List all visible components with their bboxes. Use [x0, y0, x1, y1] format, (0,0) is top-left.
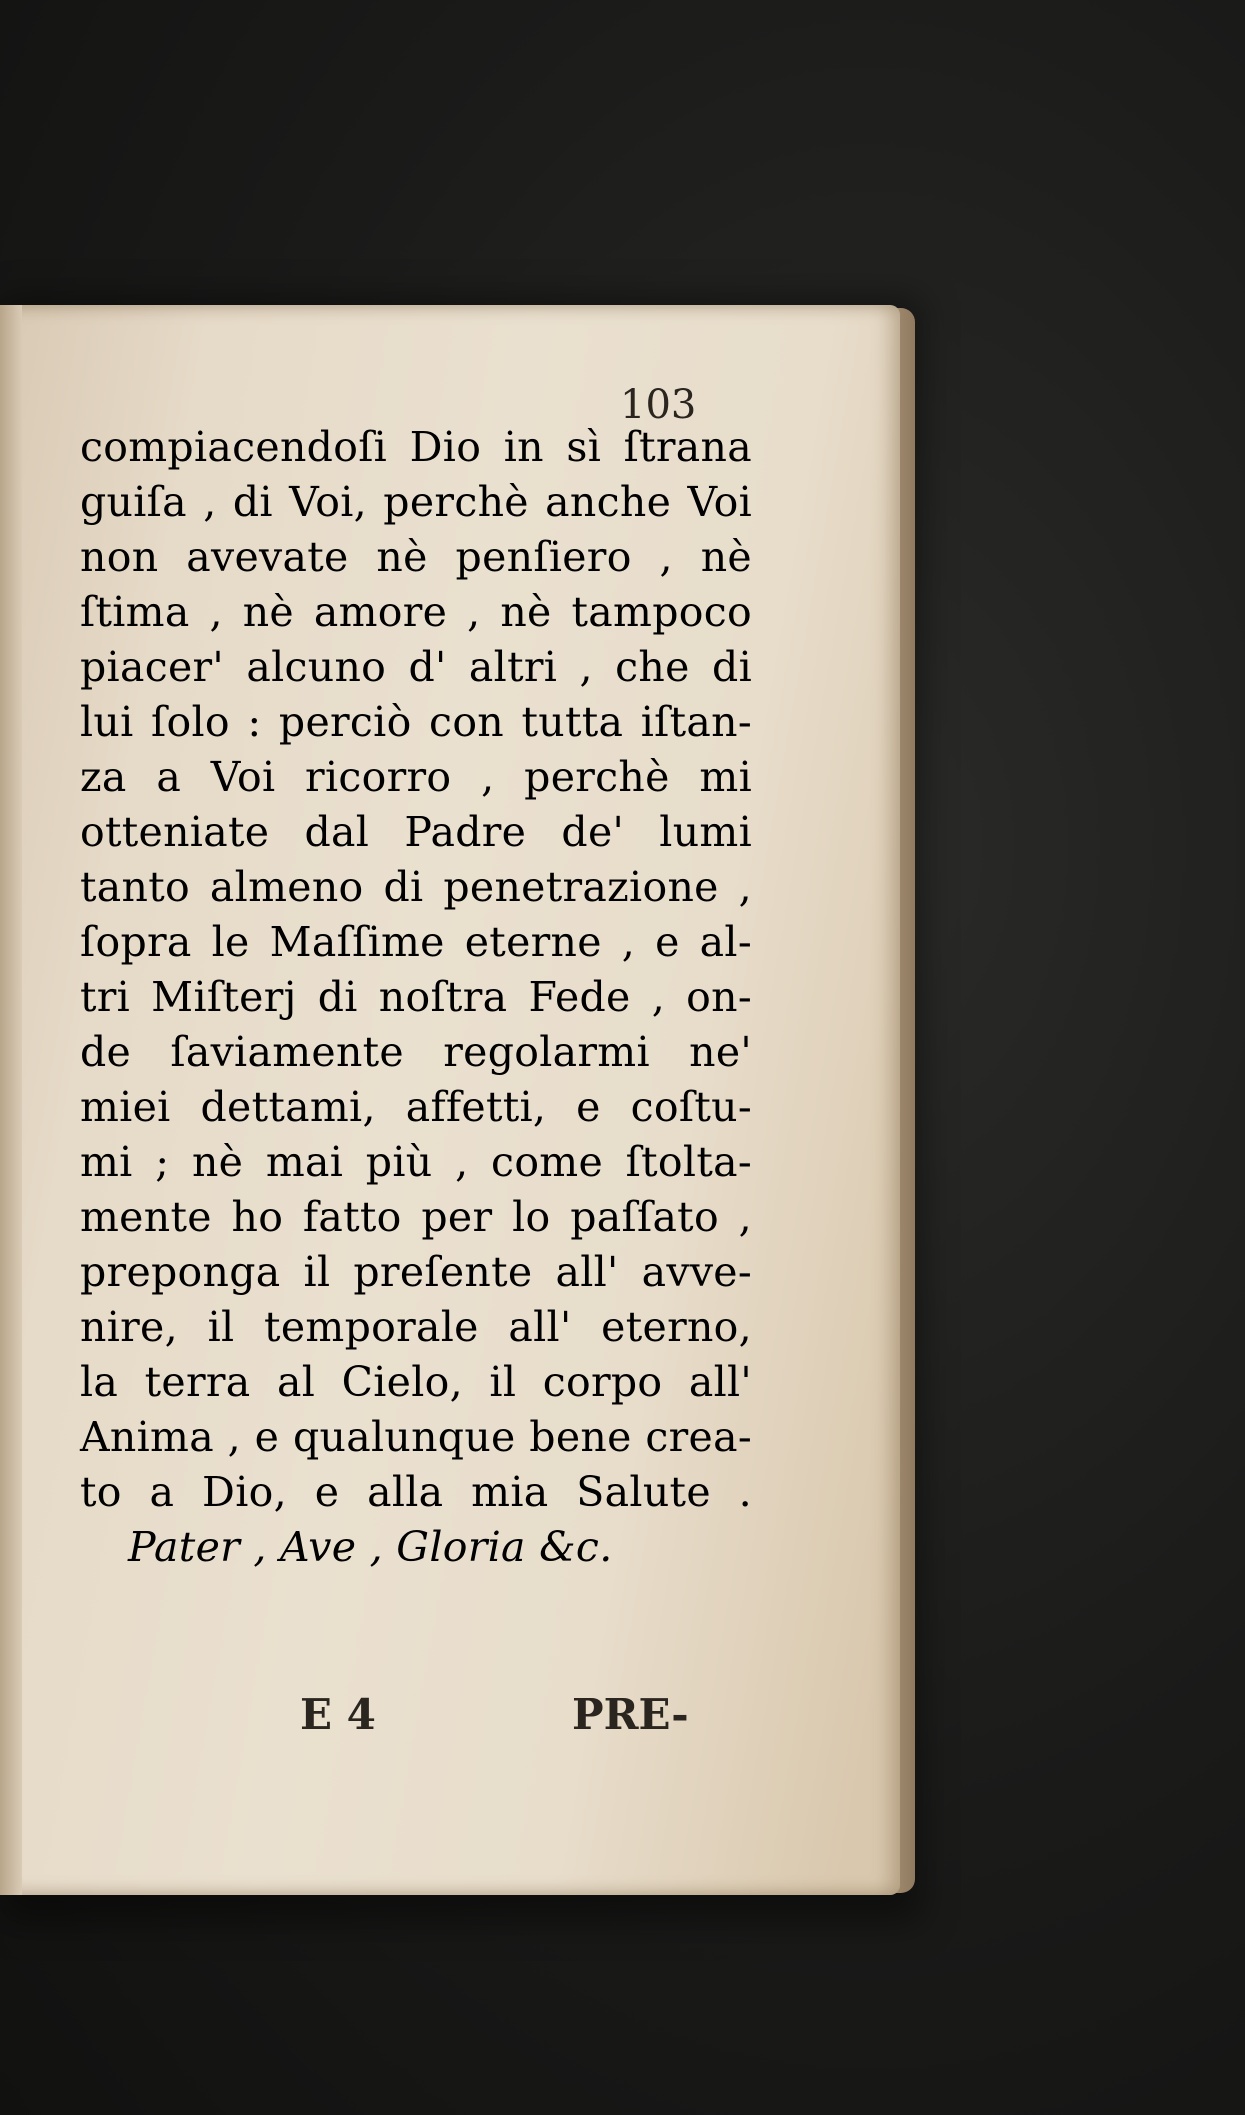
page-number: 103	[620, 382, 697, 428]
book-gutter	[0, 305, 22, 1895]
text-line: mente ho fatto per lo paſſato ,	[80, 1193, 752, 1241]
text-line: ſtima , nè amore , nè tampoco	[80, 588, 752, 636]
text-line: de ſaviamente regolarmi ne'	[80, 1028, 752, 1076]
text-line: nire, il temporale all' eterno,	[80, 1303, 752, 1351]
text-line: guiſa , di Voi, perchè anche Voi	[80, 478, 752, 526]
text-line: Anima , e qualunque bene crea-	[80, 1413, 752, 1461]
body-text	[80, 420, 752, 1575]
text-line: mi ; nè mai più , come ſtolta-	[80, 1138, 752, 1186]
text-line: tri Miſterj di noſtra Fede , on-	[80, 973, 752, 1021]
text-line: otteniate dal Padre de' lumi	[80, 808, 752, 856]
text-line: lui ſolo : perciò con tutta iſtan-	[80, 698, 752, 746]
text-line: compiacendoſi Dio in sì ſtrana	[80, 423, 752, 471]
text-line: piacer' alcuno d' altri , che di	[80, 643, 752, 691]
signature-mark: E 4	[300, 1690, 376, 1739]
prayer-line: Pater , Ave , Gloria &c.	[128, 1523, 613, 1571]
text-line: non avevate nè penſiero , nè	[80, 533, 752, 581]
text-line: za a Voi ricorro , perchè mi	[80, 753, 752, 801]
text-line: miei dettami, affetti, e coſtu-	[80, 1083, 752, 1131]
text-line: tanto almeno di penetrazione ,	[80, 863, 752, 911]
catchword: PRE-	[572, 1690, 689, 1739]
text-line: preponga il preſente all' avve-	[80, 1248, 752, 1296]
text-line: to a Dio, e alla mia Salute .	[80, 1468, 752, 1516]
text-line: la terra al Cielo, il corpo all'	[80, 1358, 752, 1406]
text-line: ſopra le Maſſime eterne , e al-	[80, 918, 752, 966]
